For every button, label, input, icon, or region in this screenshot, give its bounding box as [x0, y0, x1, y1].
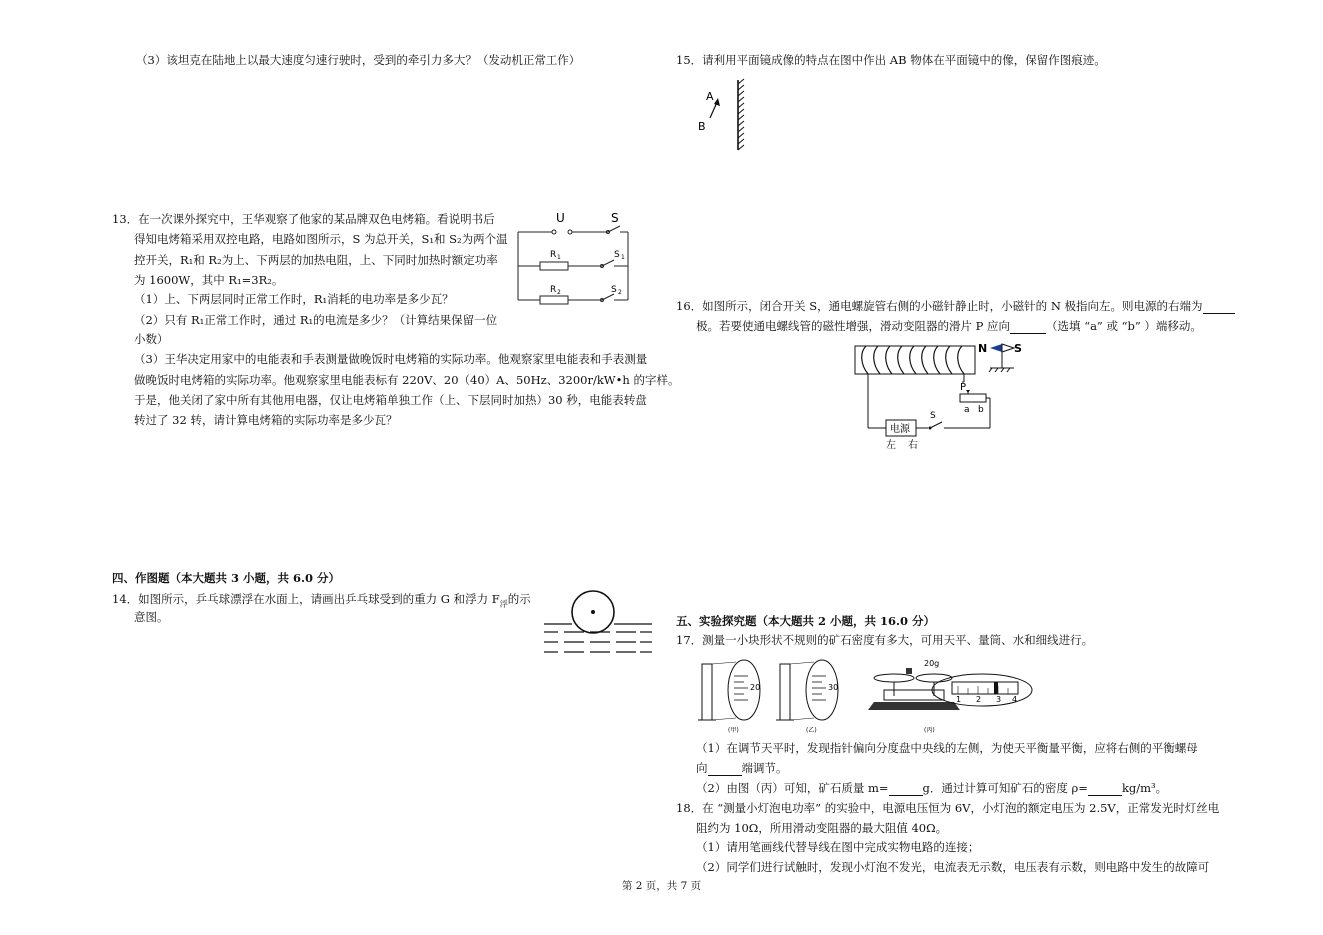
- label-s1-sub: 1: [621, 254, 625, 261]
- label-switch: S: [930, 411, 936, 421]
- q18-line2: 阻约为 10Ω，所用滑动变阻器的最大阻值 40Ω。: [696, 821, 948, 835]
- label-s1: S: [614, 250, 620, 260]
- q14-line1: 14．如图所示，乒乓球漂浮在水面上，请画出乒乓球受到的重力 G 和浮力 $F_浮$的示: [112, 592, 531, 609]
- solenoid-circuit-figure: [850, 338, 1022, 452]
- q13-line: 做晚饭时电烤箱的实际功率。他观察家里电能表标有 220V、20（40）A、50Hz、3200r/kW•h 的字样。: [134, 373, 680, 387]
- q17-text: 17．测量一小块形状不规则的矿石密度有多大，可用天平、量筒、水和细线进行。: [676, 633, 1094, 647]
- q18-line1: 18．在 “测量小灯泡电功率” 的实验中，电源电压恒为 6V，小灯泡的额定电压为 2.5V，正常发光时灯丝电: [676, 801, 1220, 815]
- q16-line1: 16．如图所示，闭合开关 S，通电螺旋管右侧的小磁针静止时，小磁针的 N 极指向左。则电源的右端为: [676, 298, 1235, 314]
- q13-line: （3）王华决定用家中的电能表和手表测量做晚饭时电烤箱的实际功率。他观察家里电能表和手表测量: [134, 352, 648, 366]
- label-b-end: b: [978, 405, 984, 415]
- density-experiment-figure: [698, 656, 1038, 734]
- q17-part1-end: 向 端调节。: [696, 761, 788, 775]
- caption-yi: (乙): [806, 727, 817, 734]
- q13-line: 13．在一次课外探究中，王华观察了他家的某品牌双色电烤箱。看说明书后: [112, 212, 495, 226]
- answer-blank[interactable]: [889, 795, 923, 796]
- label-s: S: [611, 211, 619, 225]
- scale-tick: 2: [976, 695, 982, 704]
- label-p: P: [960, 382, 967, 393]
- label-b: B: [698, 120, 706, 133]
- page-footer: 第 2 页，共 7 页: [621, 880, 702, 892]
- answer-blank[interactable]: [1088, 795, 1122, 796]
- answer-blank[interactable]: [1010, 333, 1046, 334]
- label-a-end: a: [964, 405, 970, 415]
- label-left: 左: [886, 440, 896, 451]
- q13-line: 小数）: [134, 332, 169, 346]
- caption-bing: (丙): [924, 727, 935, 734]
- q18-line3: （1）请用笔画线代替导线在图中完成实物电路的连接；: [696, 840, 980, 854]
- q12-part3: （3）该坦克在陆地上以最大速度匀速行驶时，受到的牵引力多大？（发动机正常工作）: [136, 53, 581, 67]
- q15-text: 15．请利用平面镜成像的特点在图中作出 AB 物体在平面镜中的像，保留作图痕迹。: [676, 53, 1106, 67]
- scale-tick: 3: [996, 695, 1002, 704]
- answer-blank[interactable]: [708, 775, 742, 776]
- oven-circuit-diagram: [514, 208, 634, 304]
- q13-line: （1）上、下两层同时正常工作时，R₁消耗的电功率是多少瓦？: [134, 292, 454, 306]
- q18-line4: （2）同学们进行试触时，发现小灯泡不发光，电流表无示数，电压表有示数，则电路中发生的故障可: [696, 860, 1210, 874]
- q13-line: 控开关，R₁和 R₂为上、下两层的加热电阻，上、下同时加热时额定功率: [134, 253, 498, 267]
- label-r2: R: [550, 285, 557, 295]
- label-s-pole: S: [1014, 342, 1022, 355]
- label-u: U: [556, 211, 565, 225]
- answer-blank[interactable]: [1203, 313, 1235, 314]
- q17-part1: （1）在调节天平时，发现指针偏向分度盘中央线的左侧，为使天平衡量平衡，应将右侧的平衡螺母: [696, 741, 1198, 755]
- label-r2-sub: 2: [557, 289, 561, 296]
- scale-tick: 1: [956, 695, 962, 704]
- label-power-source: 电源: [890, 424, 910, 435]
- q16-line2: 极。若要使通电螺线管的磁性增强，滑动变阻器的滑片 P 应向 （选填 “a” 或 “b” ）端移动。: [696, 319, 1202, 333]
- weight-label: 20g: [924, 659, 940, 668]
- plane-mirror-figure: [696, 78, 756, 154]
- q17-part2: （2）由图（丙）可知，矿石质量 m= g．通过计算可知矿石的密度 ρ= kg/m³。: [696, 781, 1168, 795]
- label-n: N: [978, 342, 988, 355]
- ping-pong-ball-figure: [544, 590, 654, 658]
- q13-line: 转过了 32 转，请计算电烤箱的实际功率是多少瓦？: [134, 413, 398, 427]
- q13-line: 于是，他关闭了家中所有其他用电器，仅让电烤箱单独工作（上、下层同时加热）30 秒，电能表转盘: [134, 393, 647, 407]
- label-a: A: [706, 90, 714, 103]
- section-4-heading: 四、作图题（本大题共 3 小题，共 6.0 分）: [112, 571, 341, 585]
- q13-line: （2）只有 R₁正常工作时，通过 R₁的电流是多少？（计算结果保留一位: [134, 313, 498, 327]
- label-r1: R: [550, 250, 557, 260]
- q13-line: 得知电烤箱采用双控电路，电路如图所示，S 为总开关，S₁和 S₂为两个温: [134, 232, 508, 246]
- scale-tick: 4: [1012, 695, 1018, 704]
- label-s2: S: [611, 285, 617, 295]
- label-r1-sub: 1: [557, 254, 561, 261]
- cylinder-2-reading: 30: [828, 683, 839, 692]
- q13-line: 为 1600W，其中 R₁=3R₂。: [134, 273, 284, 287]
- caption-jia: (甲): [728, 727, 739, 734]
- label-s2-sub: 2: [618, 289, 622, 296]
- q14-line2: 意图。: [134, 610, 169, 624]
- section-5-heading: 五、实验探究题（本大题共 2 小题，共 16.0 分）: [676, 614, 936, 628]
- label-right: 右: [908, 440, 918, 451]
- cylinder-1-reading: 20: [750, 683, 761, 692]
